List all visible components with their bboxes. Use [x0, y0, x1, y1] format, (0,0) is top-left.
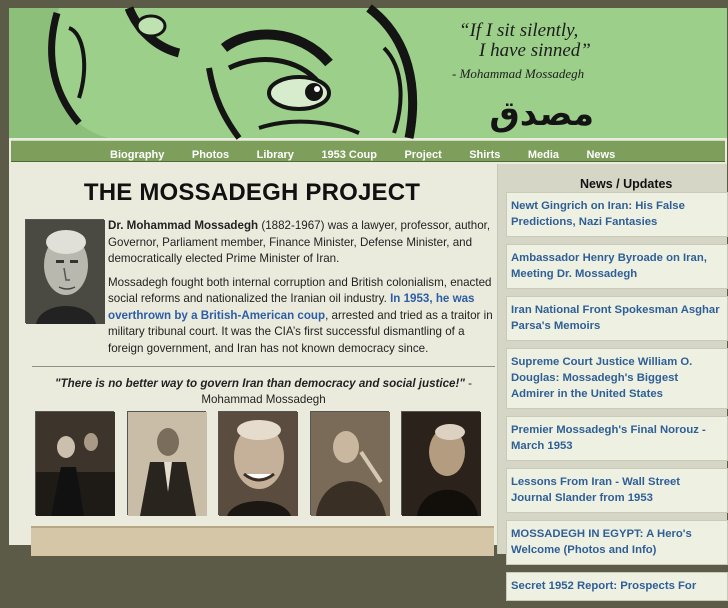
nav-media[interactable]: Media	[527, 149, 560, 161]
news-item[interactable]	[506, 192, 728, 237]
coup-link[interactable]: In 1953, he was overthrown by a British-American coup	[108, 292, 475, 322]
news-item[interactable]	[506, 416, 728, 461]
nav-shirts[interactable]: Shirts	[469, 149, 501, 161]
photo-thumbnail-1[interactable]	[35, 411, 114, 515]
news-item[interactable]	[506, 244, 728, 289]
site-banner[interactable]	[9, 8, 727, 138]
news-item[interactable]	[506, 572, 728, 601]
motto-quote-author: - Mohammad Mossadegh	[201, 377, 472, 406]
intro-p2-text: Mossadegh fought both internal corruption and British colonialism, enacted social reforms and nationalized the Iranian oil industry.	[108, 275, 492, 305]
news-item[interactable]	[506, 468, 728, 513]
photo-strip	[35, 411, 495, 516]
intro-paragraph-1	[108, 218, 495, 268]
news-link[interactable]: Lessons From Iran - Wall Street Journal Slander from 1953	[511, 476, 681, 504]
photo-thumbnail-2[interactable]	[127, 411, 206, 515]
banner-quote-line-1: “If I sit silently,	[459, 20, 579, 41]
photo-thumbnail-4[interactable]	[310, 411, 389, 515]
page	[9, 8, 727, 592]
intro-p1-text: (1882-1967) was a lawyer, professor, author, Governor, Parliament member, Finance Minister, Defense Minister, and democratically elected Prime Minister of Iran.	[108, 219, 491, 265]
persian-signature	[474, 93, 604, 133]
news-list	[506, 192, 728, 608]
intro-p2-end: , arrested and tried as a traitor in military tribunal court. It was the CIA’s first successful dismantling of a foreign government, and Iran has not known democracy since.	[108, 308, 493, 355]
intro-paragraph-2	[108, 275, 495, 358]
banner-quote	[449, 20, 719, 82]
news-sidebar	[497, 164, 727, 592]
nav-project[interactable]: Project	[404, 149, 442, 161]
motto-quote-text: "There is no better way to govern Iran than democracy and social justice!"	[55, 377, 465, 390]
news-item[interactable]	[506, 520, 728, 565]
news-item[interactable]	[506, 296, 728, 341]
news-item[interactable]	[506, 348, 728, 409]
intro-name: Dr. Mohammad Mossadegh	[108, 219, 259, 232]
photo-thumbnail-3[interactable]	[218, 411, 297, 515]
news-title: News / Updates	[580, 177, 673, 191]
news-link[interactable]: Premier Mossadegh's Final Norouz - March 1953	[511, 424, 706, 452]
main-navigation	[11, 140, 725, 162]
nav-1953-coup[interactable]: 1953 Coup	[321, 149, 377, 161]
news-link[interactable]: MOSSADEGH IN EGYPT: A Hero's Welcome (Photos and Info)	[511, 528, 692, 556]
section-divider	[32, 366, 495, 367]
svg-text:مصدق: مصدق	[489, 94, 594, 134]
news-link[interactable]: Supreme Court Justice William O. Douglas: Mossadegh's Biggest Admirer in the United States	[511, 356, 693, 400]
mossadegh-portrait[interactable]	[25, 219, 104, 323]
parchment-banner	[31, 526, 494, 556]
motto-quote	[32, 376, 495, 408]
nav-biography[interactable]: Biography	[110, 149, 165, 161]
mossadegh-face-illustration	[9, 8, 449, 138]
banner-quote-line-2: I have sinned”	[479, 40, 591, 61]
news-link[interactable]: Secret 1952 Report: Prospects For	[511, 580, 697, 592]
nav-library[interactable]: Library	[256, 149, 294, 161]
news-link[interactable]: Ambassador Henry Byroade on Iran, Meeting Dr. Mossadegh	[511, 252, 707, 280]
page-title: THE MOSSADEGH PROJECT	[83, 179, 421, 206]
banner-quote-author: - Mohammad Mossadegh	[452, 66, 585, 81]
photo-thumbnail-5[interactable]	[401, 411, 480, 515]
nav-photos[interactable]: Photos	[191, 149, 230, 161]
news-link[interactable]: Newt Gingrich on Iran: His False Predictions, Nazi Fantasies	[511, 200, 685, 228]
main-content	[19, 166, 495, 406]
nav-news[interactable]: News	[586, 149, 616, 161]
news-link[interactable]: Iran National Front Spokesman Asghar Parsa's Memoirs	[511, 304, 720, 332]
